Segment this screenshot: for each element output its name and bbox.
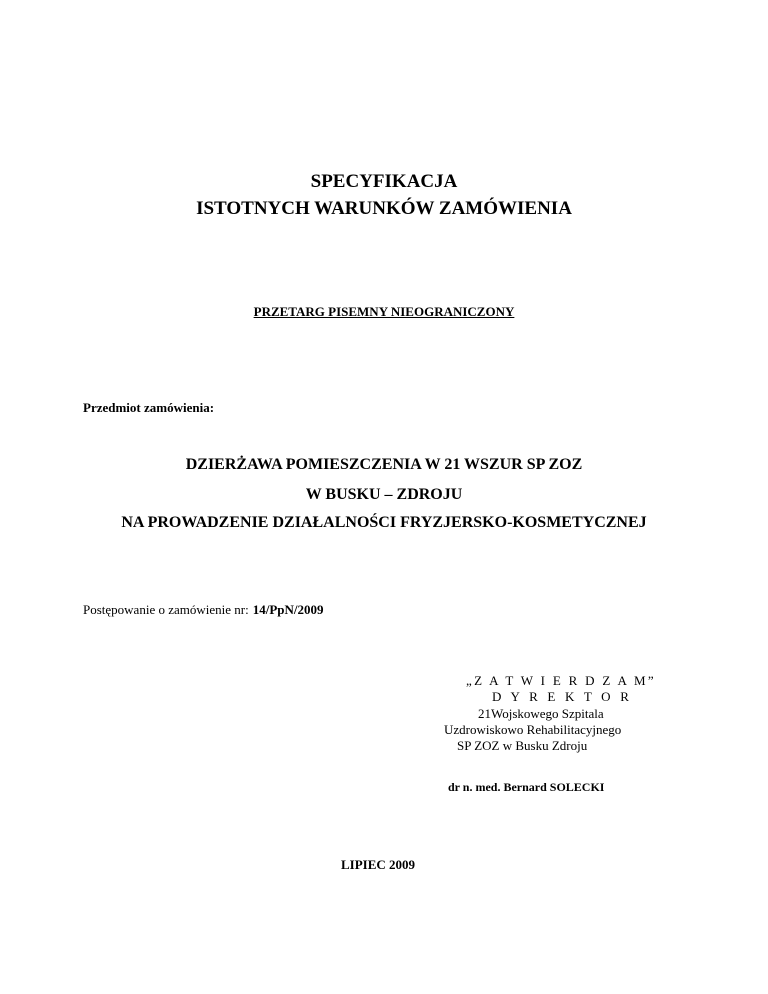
approval-line-4: Uzdrowiskowo Rehabilitacyjnego [444, 722, 622, 737]
document-date: LIPIEC 2009 [341, 857, 416, 872]
subject-line-3: NA PROWADZENIE DZIAŁALNOŚCI FRYZJERSKO-KOSMETYCZNEJ [121, 514, 647, 531]
document-title-line-1: SPECYFIKACJA [310, 171, 458, 192]
procedure-label: Postępowanie o zamówienie nr: [83, 602, 249, 617]
procedure-line [83, 602, 324, 618]
document-title-line-2: ISTOTNYCH WARUNKÓW ZAMÓWIENIA [196, 198, 572, 219]
approval-line-3: 21Wojskowego Szpitala [478, 706, 604, 721]
approval-line-1: „Z A T W I E R D Z A M” [466, 673, 656, 688]
tender-type: PRZETARG PISEMNY NIEOGRANICZONY [253, 304, 515, 319]
approval-line-5: SP ZOZ w Busku Zdroju [457, 738, 588, 753]
approval-line-2: D Y R E K T O R [492, 689, 633, 704]
signer-name: dr n. med. Bernard SOLECKI [448, 780, 605, 794]
subject-line-1: DZIERŻAWA POMIESZCZENIA W 21 WSZUR SP ZOZ [185, 456, 583, 473]
procedure-number: 14/PpN/2009 [252, 602, 324, 617]
subject-label: Przedmiot zamówienia: [83, 400, 215, 415]
subject-line-2: W BUSKU – ZDROJU [305, 486, 463, 503]
